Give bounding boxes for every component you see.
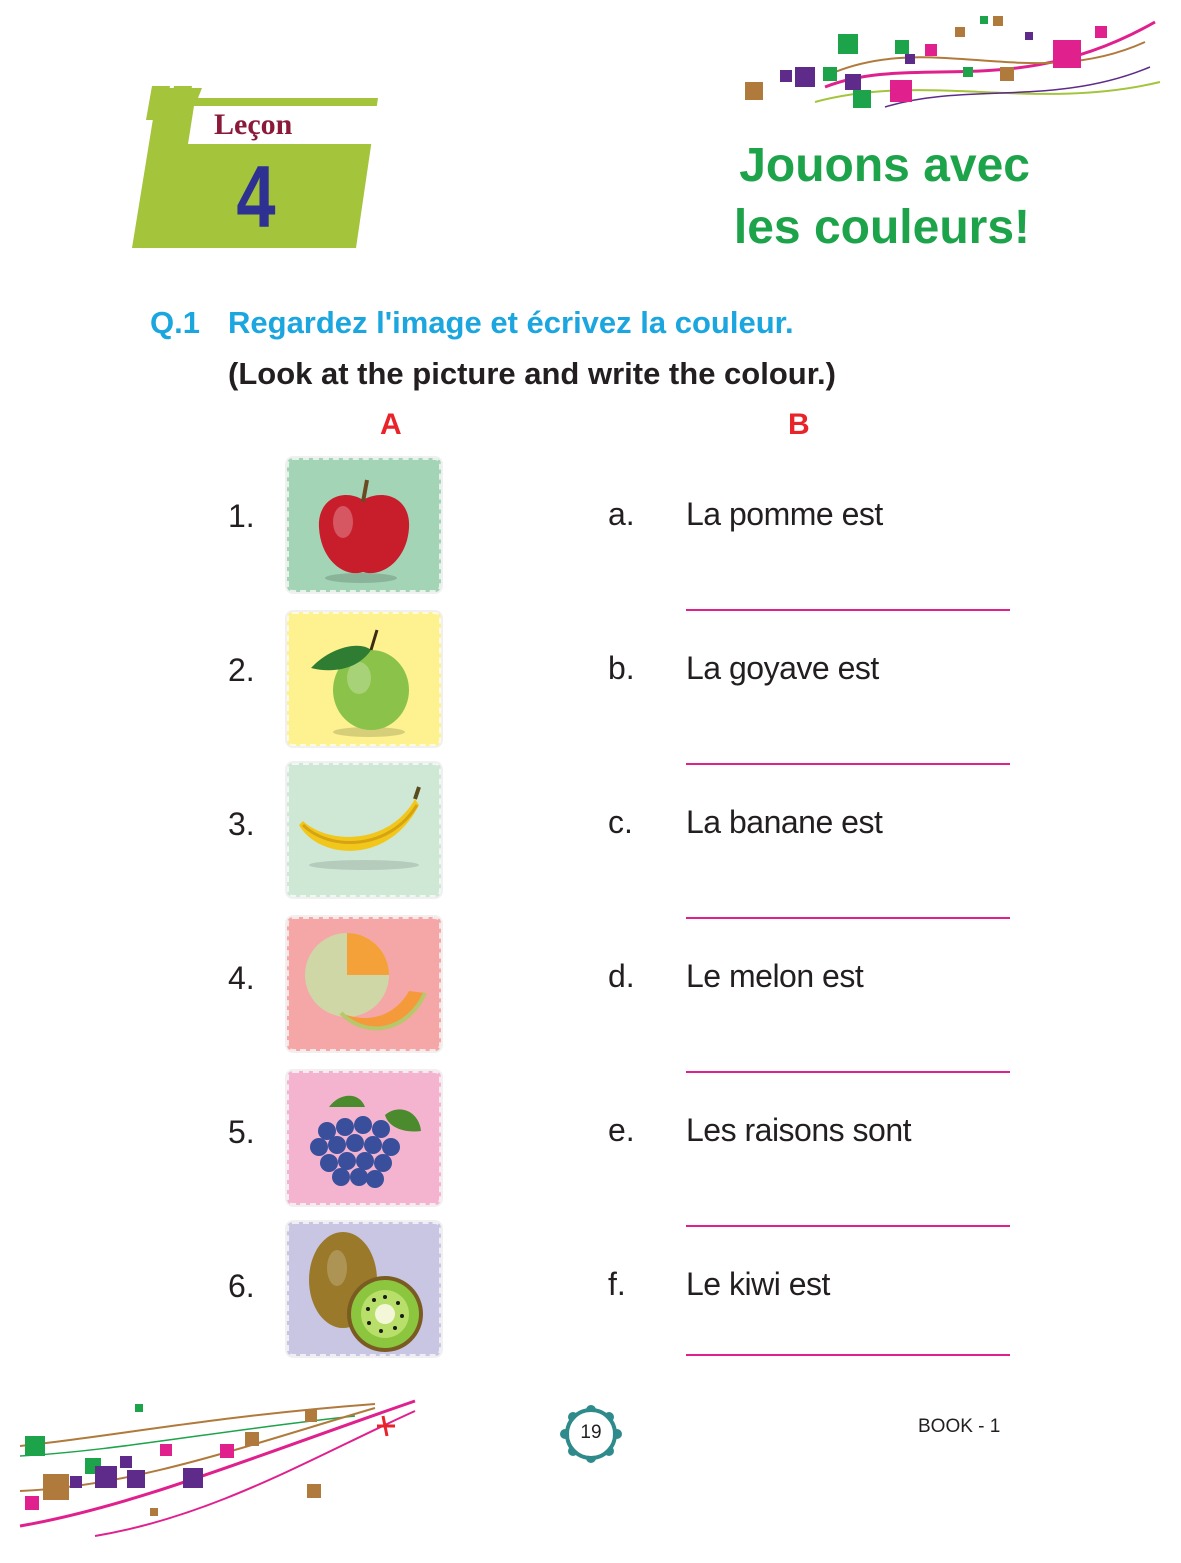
answer-line[interactable] <box>686 763 1010 765</box>
picture-tile-melon <box>287 917 441 1051</box>
decoration-bottom-left <box>15 1396 425 1541</box>
lesson-title-line2: les couleurs! <box>733 201 1030 254</box>
item-sentence: Les raisons sont <box>686 1112 912 1148</box>
item-number: 3. <box>228 806 255 842</box>
lesson-title <box>640 138 1030 256</box>
lesson-number: 4 <box>236 147 276 246</box>
decoration-top-right <box>735 12 1165 117</box>
guava-image <box>289 614 439 744</box>
answer-line[interactable] <box>686 1354 1010 1356</box>
answer-line[interactable] <box>686 1225 1010 1227</box>
question-number: Q.1 <box>150 305 200 340</box>
item-number: 1. <box>228 498 255 534</box>
lesson-title-line1: Jouons avec <box>739 139 1030 192</box>
answer-line[interactable] <box>686 1071 1010 1073</box>
picture-tile-guava <box>287 612 441 746</box>
item-letter: e. <box>608 1112 635 1148</box>
item-letter: b. <box>608 650 635 686</box>
item-sentence: La pomme est <box>686 496 883 532</box>
melon-image <box>289 919 439 1049</box>
picture-tile-kiwi <box>287 1222 441 1356</box>
item-number: 6. <box>228 1268 255 1304</box>
item-letter: f. <box>608 1266 626 1302</box>
item-letter: c. <box>608 804 633 840</box>
item-letter: a. <box>608 496 635 532</box>
question-instruction-fr: Regardez l'image et écrivez la couleur. <box>228 305 794 340</box>
picture-tile-grapes <box>287 1071 441 1205</box>
item-sentence: La banane est <box>686 804 883 840</box>
picture-tile-apple <box>287 458 441 592</box>
answer-line[interactable] <box>686 917 1010 919</box>
picture-tile-banana <box>287 763 441 897</box>
item-number: 5. <box>228 1114 255 1150</box>
book-label: BOOK - 1 <box>918 1416 1001 1437</box>
lesson-badge <box>130 84 392 252</box>
column-b-heading: B <box>788 408 810 441</box>
item-sentence: Le melon est <box>686 958 864 994</box>
answer-line[interactable] <box>686 609 1010 611</box>
item-sentence: Le kiwi est <box>686 1266 830 1302</box>
grapes-image <box>289 1073 439 1203</box>
item-letter: d. <box>608 958 635 994</box>
banana-image <box>289 765 439 895</box>
item-number: 2. <box>228 652 255 688</box>
page-number: 19 <box>580 1422 602 1443</box>
column-a-heading: A <box>380 408 402 441</box>
apple-image <box>289 460 439 590</box>
kiwi-image <box>289 1224 439 1354</box>
item-number: 4. <box>228 960 255 996</box>
question-instruction-en: (Look at the picture and write the colour.) <box>228 356 836 391</box>
item-sentence: La goyave est <box>686 650 879 686</box>
page-number-badge <box>556 1405 626 1463</box>
lesson-label: Leçon <box>214 108 293 141</box>
